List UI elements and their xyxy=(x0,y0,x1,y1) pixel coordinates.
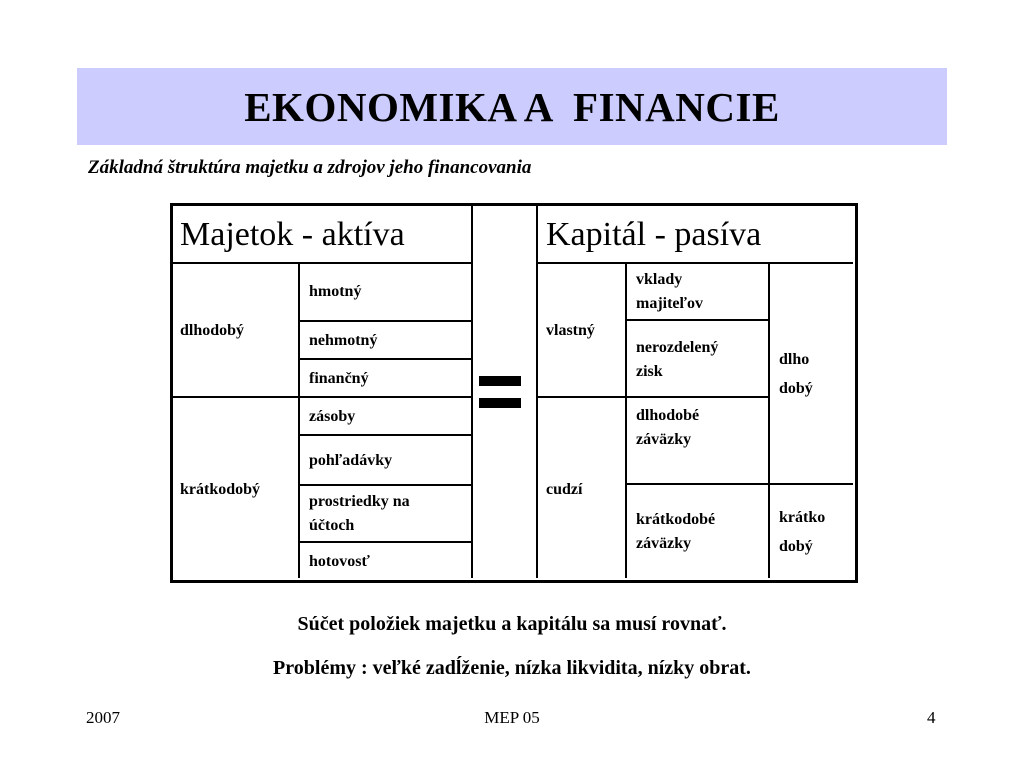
long-term-assets-label: dlhodobý xyxy=(180,322,245,339)
row-divider xyxy=(298,484,472,486)
slide-subtitle: Základná štruktúra majetku a zdrojov jeho financovania xyxy=(88,157,532,178)
balance-table xyxy=(170,203,858,583)
financial-label: finančný xyxy=(309,370,369,387)
row-divider xyxy=(298,434,472,436)
owner-deposits-line1: vklady xyxy=(636,271,683,288)
row-divider xyxy=(298,541,472,543)
column-divider xyxy=(768,262,770,578)
section-divider xyxy=(626,483,853,485)
summary-line-2: Problémy : veľké zadĺženie, nízka likvidita, nízky obrat. xyxy=(273,657,751,679)
short-period-line1: krátko xyxy=(779,509,826,526)
retained-profit-line1: nerozdelený xyxy=(636,339,719,356)
inventory-label: zásoby xyxy=(309,408,356,425)
short-liabilities-line2: záväzky xyxy=(636,535,692,552)
equals-sign-bottom xyxy=(479,398,521,408)
tangible-label: hmotný xyxy=(309,283,362,300)
header-divider-right xyxy=(537,262,853,264)
long-liabilities-line1: dlhodobé xyxy=(636,407,700,424)
intangible-label: nehmotný xyxy=(309,332,378,349)
column-divider xyxy=(298,262,300,578)
summary-line-1: Súčet položiek majetku a kapitálu sa musí rovnať. xyxy=(297,613,727,635)
short-period-line2: dobý xyxy=(779,538,813,555)
short-liabilities-line1: krátkodobé xyxy=(636,511,716,528)
owner-deposits-line2: majiteľov xyxy=(636,295,704,312)
column-divider xyxy=(625,262,627,578)
assets-header: Majetok - aktíva xyxy=(180,216,405,253)
slide-title: EKONOMIKA A FINANCIE xyxy=(244,83,780,130)
long-liabilities-line2: záväzky xyxy=(636,431,692,448)
equals-sign-top xyxy=(479,376,521,386)
column-divider xyxy=(536,205,538,578)
foreign-capital-label: cudzí xyxy=(546,481,583,498)
own-capital-label: vlastný xyxy=(546,322,595,339)
row-divider xyxy=(298,358,472,360)
accounts-label-line2: účtoch xyxy=(309,517,355,534)
long-period-line1: dlho xyxy=(779,351,810,368)
footer-center: MEP 05 xyxy=(484,708,540,727)
short-term-assets-label: krátkodobý xyxy=(180,481,261,498)
long-period-line2: dobý xyxy=(779,380,813,397)
cash-label: hotovosť xyxy=(309,553,370,570)
receivables-label: pohľadávky xyxy=(309,452,393,469)
capital-header: Kapitál - pasíva xyxy=(546,216,762,253)
footer-year: 2007 xyxy=(86,708,120,727)
section-divider xyxy=(172,396,472,398)
accounts-label-line1: prostriedky na xyxy=(309,493,410,510)
title-banner xyxy=(77,68,947,145)
retained-profit-line2: zisk xyxy=(636,363,663,380)
row-divider xyxy=(298,320,472,322)
column-divider xyxy=(471,205,473,578)
row-divider xyxy=(626,319,769,321)
header-divider xyxy=(172,262,472,264)
footer-page-number: 4 xyxy=(927,708,936,727)
section-divider xyxy=(537,396,769,398)
